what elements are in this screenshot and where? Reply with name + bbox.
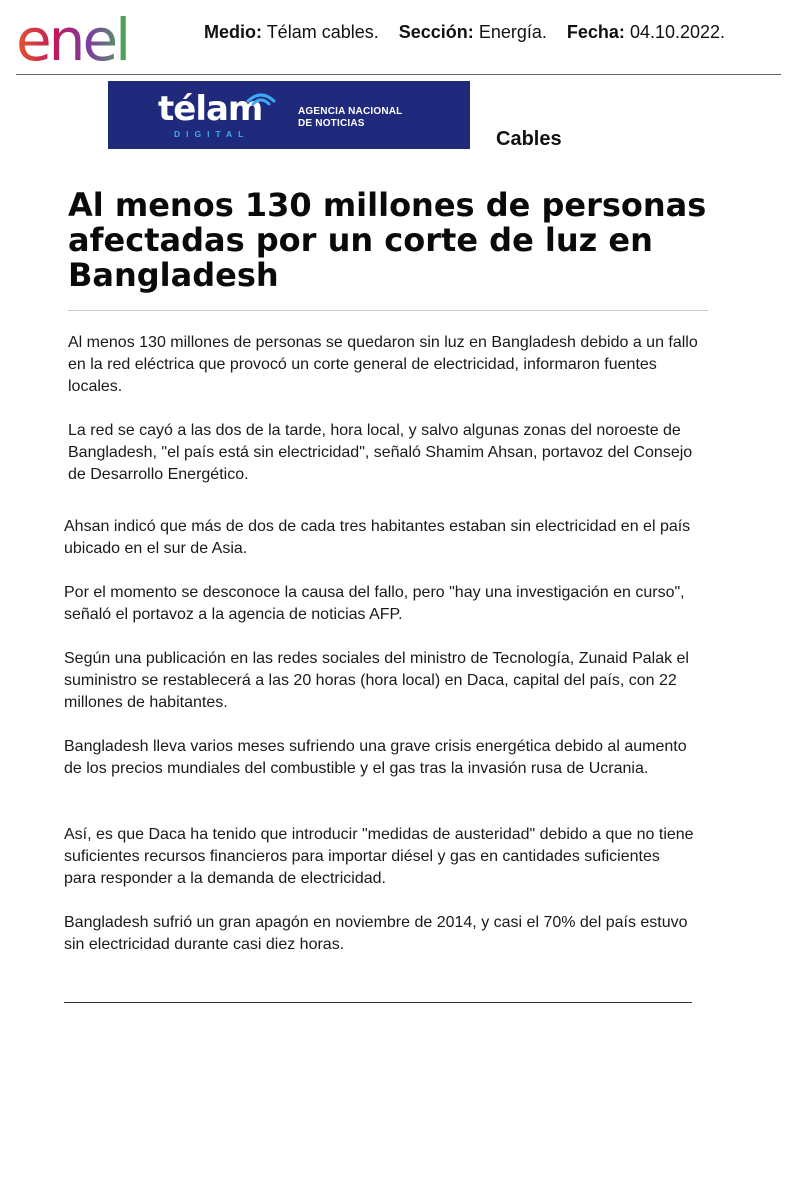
article-paragraph: Al menos 130 millones de personas se quedaron sin luz en Bangladesh debido a un fallo en la red eléctrica que provocó un corte general de electricidad, informaron fuentes locales. xyxy=(68,334,698,395)
article-paragraph: La red se cayó a las dos de la tarde, hora local, y salvo algunas zonas del noroeste de Bangladesh, "el país está sin electricidad", señaló Shamim Ahsan, portavoz del Consejo de Desarrollo Energético. xyxy=(68,422,693,483)
enel-logo xyxy=(14,6,172,68)
section-label: Cables xyxy=(496,128,562,150)
article-paragraph: Por el momento se desconoce la causa del fallo, pero "hay una investigación en curso", señaló el portavoz a la agencia de noticias AFP. xyxy=(64,584,685,623)
telam-sub: DIGITAL xyxy=(174,129,250,139)
article-paragraph: Bangladesh sufrió un gran apagón en noviembre de 2014, y casi el 70% del país estuvo sin electricidad durante casi diez horas. xyxy=(64,914,688,953)
footer-divider xyxy=(64,1002,692,1003)
svg-text:enel: enel xyxy=(16,6,129,68)
seccion-label: Sección: xyxy=(398,22,474,42)
telam-banner xyxy=(108,81,470,149)
headline-divider xyxy=(68,310,708,311)
source-meta-line xyxy=(204,22,725,43)
article-headline: Al menos 130 millones de personas afectadas por un corte de luz en Bangladesh xyxy=(68,186,707,294)
fecha-label: Fecha: xyxy=(566,22,625,42)
medio-label: Medio: xyxy=(204,22,262,42)
agency-line-2: DE NOTICIAS xyxy=(298,118,365,129)
telam-agency xyxy=(298,106,403,130)
article-paragraph: Ahsan indicó que más de dos de cada tres habitantes estaban sin electricidad en el país ubicado en el sur de Asia. xyxy=(64,518,691,557)
article-paragraph: Bangladesh lleva varios meses sufriendo una grave crisis energética debido al aumento de los precios mundiales del combustible y el gas tras la invasión rusa de Ucrania. xyxy=(64,738,687,777)
agency-line-1: AGENCIA NACIONAL xyxy=(298,106,403,117)
article-paragraph: Así, es que Daca ha tenido que introducir "medidas de austeridad" debido a que no tiene suficientes recursos financieros para importar diésel y gas en cantidades suficientes para responder a la demanda de electricidad. xyxy=(64,826,694,887)
telam-brand: télam xyxy=(158,89,263,129)
header-divider xyxy=(16,74,781,75)
medio-value: Télam cables. xyxy=(266,22,379,42)
signal-icon xyxy=(244,87,278,109)
article-paragraph: Según una publicación en las redes sociales del ministro de Tecnología, Zunaid Palak el suministro se restablecerá a las 20 horas (hora local) en Daca, capital del país, con 22 millones de habitantes. xyxy=(64,650,689,711)
fecha-value: 04.10.2022. xyxy=(629,22,726,42)
seccion-value: Energía. xyxy=(478,22,547,42)
